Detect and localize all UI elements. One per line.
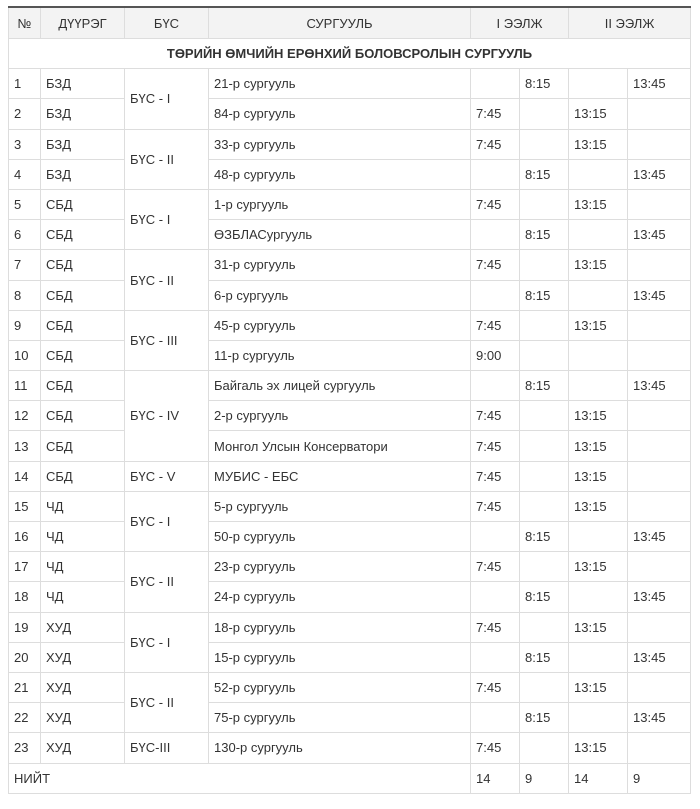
row-shift1-early: 7:45	[471, 672, 520, 702]
row-shift2-early: 13:15	[569, 401, 628, 431]
row-shift1-late	[520, 491, 569, 521]
row-shift1-early	[471, 703, 520, 733]
row-number: 18	[9, 582, 41, 612]
row-district: ЧД	[41, 522, 125, 552]
row-school: 23-р сургууль	[209, 552, 471, 582]
row-shift1-early	[471, 220, 520, 250]
row-district: СБД	[41, 401, 125, 431]
row-number: 16	[9, 522, 41, 552]
row-bus-zone: БҮС-III	[125, 733, 209, 763]
row-number: 23	[9, 733, 41, 763]
row-shift1-late: 8:15	[520, 642, 569, 672]
row-bus-zone: БҮС - IV	[125, 371, 209, 462]
row-district: ХУД	[41, 612, 125, 642]
row-shift2-early	[569, 642, 628, 672]
row-shift2-late	[628, 340, 691, 370]
row-shift2-late	[628, 129, 691, 159]
row-shift1-late	[520, 552, 569, 582]
row-district: СБД	[41, 371, 125, 401]
row-shift2-late: 13:45	[628, 69, 691, 99]
row-shift1-early	[471, 642, 520, 672]
row-district: ЧД	[41, 491, 125, 521]
row-bus-zone: БҮС - II	[125, 672, 209, 732]
total-row	[9, 763, 691, 793]
row-shift2-early	[569, 220, 628, 250]
row-shift1-late	[520, 99, 569, 129]
row-district: БЗД	[41, 159, 125, 189]
row-shift1-late: 8:15	[520, 703, 569, 733]
row-number: 17	[9, 552, 41, 582]
row-shift2-early	[569, 703, 628, 733]
row-shift1-late	[520, 189, 569, 219]
section-title-row	[9, 39, 691, 69]
table-row	[9, 642, 691, 672]
table-row	[9, 159, 691, 189]
table-row	[9, 340, 691, 370]
table-row	[9, 431, 691, 461]
total-label: НИЙТ	[9, 763, 471, 793]
row-shift1-early: 7:45	[471, 99, 520, 129]
row-shift1-early: 7:45	[471, 189, 520, 219]
row-shift2-early: 13:15	[569, 431, 628, 461]
row-school: 45-р сургууль	[209, 310, 471, 340]
row-district: ЧД	[41, 552, 125, 582]
row-bus-zone: БҮС - I	[125, 491, 209, 551]
section-title: ТӨРИЙН ӨМЧИЙН ЕРӨНХИЙ БОЛОВСРОЛЫН СУРГУУЛЬ	[9, 39, 691, 69]
row-shift2-late: 13:45	[628, 522, 691, 552]
row-number: 7	[9, 250, 41, 280]
row-shift2-late: 13:45	[628, 280, 691, 310]
table-row	[9, 461, 691, 491]
row-shift1-late	[520, 401, 569, 431]
row-school: 50-р сургууль	[209, 522, 471, 552]
row-shift2-late	[628, 461, 691, 491]
row-number: 4	[9, 159, 41, 189]
row-district: ХУД	[41, 672, 125, 702]
row-shift1-late	[520, 431, 569, 461]
row-bus-zone: БҮС - II	[125, 129, 209, 189]
row-bus-zone: БҮС - I	[125, 69, 209, 129]
row-shift1-late	[520, 612, 569, 642]
row-shift2-early: 13:15	[569, 672, 628, 702]
row-shift2-late: 13:45	[628, 220, 691, 250]
table-row	[9, 552, 691, 582]
table-row	[9, 99, 691, 129]
table-row	[9, 491, 691, 521]
row-school: 75-р сургууль	[209, 703, 471, 733]
row-shift1-late	[520, 461, 569, 491]
total-s1a: 14	[471, 763, 520, 793]
row-shift2-early	[569, 522, 628, 552]
row-district: ХУД	[41, 703, 125, 733]
row-school: Байгаль эх лицей сургууль	[209, 371, 471, 401]
school-schedule-table	[8, 6, 691, 794]
table-row	[9, 371, 691, 401]
row-shift2-early: 13:15	[569, 612, 628, 642]
row-shift1-late	[520, 672, 569, 702]
row-shift1-early: 7:45	[471, 491, 520, 521]
row-shift1-early	[471, 371, 520, 401]
row-shift1-early: 7:45	[471, 431, 520, 461]
header-shift-2: II ЭЭЛЖ	[569, 7, 691, 39]
table-row	[9, 612, 691, 642]
row-number: 5	[9, 189, 41, 219]
row-school: 18-р сургууль	[209, 612, 471, 642]
row-district: ХУД	[41, 733, 125, 763]
row-shift2-early	[569, 340, 628, 370]
row-shift1-early	[471, 280, 520, 310]
row-number: 3	[9, 129, 41, 159]
row-number: 15	[9, 491, 41, 521]
row-number: 13	[9, 431, 41, 461]
table-row	[9, 733, 691, 763]
table-row	[9, 220, 691, 250]
row-district: СБД	[41, 250, 125, 280]
row-shift2-late: 13:45	[628, 371, 691, 401]
row-shift1-early	[471, 582, 520, 612]
row-shift2-late: 13:45	[628, 642, 691, 672]
row-district: ЧД	[41, 582, 125, 612]
row-school: 1-р сургууль	[209, 189, 471, 219]
row-district: ХУД	[41, 642, 125, 672]
row-school: 24-р сургууль	[209, 582, 471, 612]
row-shift2-early: 13:15	[569, 129, 628, 159]
row-shift2-late	[628, 401, 691, 431]
row-shift1-late: 8:15	[520, 371, 569, 401]
row-shift1-late	[520, 340, 569, 370]
row-shift1-late	[520, 310, 569, 340]
table-row	[9, 672, 691, 702]
row-school: 48-р сургууль	[209, 159, 471, 189]
total-s2a: 14	[569, 763, 628, 793]
row-shift1-late	[520, 733, 569, 763]
row-shift2-late	[628, 99, 691, 129]
row-school: 5-р сургууль	[209, 491, 471, 521]
table-row	[9, 129, 691, 159]
header-bus: БҮС	[125, 7, 209, 39]
table-row	[9, 703, 691, 733]
row-school: 2-р сургууль	[209, 401, 471, 431]
header-district: ДҮҮРЭГ	[41, 7, 125, 39]
row-shift2-early: 13:15	[569, 189, 628, 219]
row-shift1-early	[471, 522, 520, 552]
row-bus-zone: БҮС - II	[125, 250, 209, 310]
row-district: БЗД	[41, 99, 125, 129]
row-school: 33-р сургууль	[209, 129, 471, 159]
row-shift1-early	[471, 159, 520, 189]
total-s2b: 9	[628, 763, 691, 793]
row-school: 6-р сургууль	[209, 280, 471, 310]
row-shift1-late: 8:15	[520, 522, 569, 552]
row-shift2-early: 13:15	[569, 461, 628, 491]
row-shift1-late: 8:15	[520, 220, 569, 250]
header-row	[9, 7, 691, 39]
row-shift2-late	[628, 250, 691, 280]
table-row	[9, 280, 691, 310]
row-shift1-early: 7:45	[471, 461, 520, 491]
table-row	[9, 310, 691, 340]
row-number: 20	[9, 642, 41, 672]
row-shift2-early: 13:15	[569, 310, 628, 340]
row-district: СБД	[41, 431, 125, 461]
row-number: 1	[9, 69, 41, 99]
row-number: 11	[9, 371, 41, 401]
row-shift2-late	[628, 491, 691, 521]
row-shift2-early	[569, 280, 628, 310]
row-shift2-late	[628, 612, 691, 642]
row-number: 12	[9, 401, 41, 431]
row-shift1-early: 7:45	[471, 129, 520, 159]
row-shift2-late	[628, 672, 691, 702]
row-shift2-early	[569, 69, 628, 99]
row-district: БЗД	[41, 129, 125, 159]
row-shift1-early: 7:45	[471, 612, 520, 642]
row-shift1-early: 7:45	[471, 401, 520, 431]
row-shift1-late	[520, 129, 569, 159]
row-shift2-late	[628, 552, 691, 582]
row-shift1-early	[471, 69, 520, 99]
row-shift1-early: 7:45	[471, 733, 520, 763]
row-shift1-late: 8:15	[520, 69, 569, 99]
row-school: 130-р сургууль	[209, 733, 471, 763]
row-number: 9	[9, 310, 41, 340]
row-shift2-early	[569, 371, 628, 401]
row-number: 10	[9, 340, 41, 370]
row-shift1-late: 8:15	[520, 159, 569, 189]
row-shift2-early: 13:15	[569, 733, 628, 763]
row-shift2-late	[628, 733, 691, 763]
row-district: СБД	[41, 220, 125, 250]
row-number: 21	[9, 672, 41, 702]
row-district: СБД	[41, 310, 125, 340]
row-shift1-late	[520, 250, 569, 280]
table-row	[9, 189, 691, 219]
row-number: 8	[9, 280, 41, 310]
row-school: МУБИС - ЕБС	[209, 461, 471, 491]
table-row	[9, 522, 691, 552]
row-bus-zone: БҮС - III	[125, 310, 209, 370]
row-shift2-early: 13:15	[569, 491, 628, 521]
row-shift2-late	[628, 189, 691, 219]
header-shift-1: I ЭЭЛЖ	[471, 7, 569, 39]
table-row	[9, 401, 691, 431]
header-school: СУРГУУЛЬ	[209, 7, 471, 39]
table-row	[9, 250, 691, 280]
row-number: 19	[9, 612, 41, 642]
row-school: 52-р сургууль	[209, 672, 471, 702]
row-shift1-early: 7:45	[471, 552, 520, 582]
row-shift2-late: 13:45	[628, 582, 691, 612]
row-shift2-early: 13:15	[569, 250, 628, 280]
row-shift2-early	[569, 159, 628, 189]
row-school: Монгол Улсын Консерватори	[209, 431, 471, 461]
row-shift1-early: 7:45	[471, 250, 520, 280]
row-shift1-early: 9:00	[471, 340, 520, 370]
row-school: 21-р сургууль	[209, 69, 471, 99]
row-shift2-late: 13:45	[628, 703, 691, 733]
table-row	[9, 69, 691, 99]
row-school: 11-р сургууль	[209, 340, 471, 370]
row-shift2-early: 13:15	[569, 99, 628, 129]
row-shift2-early: 13:15	[569, 552, 628, 582]
row-bus-zone: БҮС - I	[125, 189, 209, 249]
row-number: 2	[9, 99, 41, 129]
row-shift2-late	[628, 431, 691, 461]
row-number: 6	[9, 220, 41, 250]
row-number: 22	[9, 703, 41, 733]
row-school: 15-р сургууль	[209, 642, 471, 672]
row-shift2-late	[628, 310, 691, 340]
row-bus-zone: БҮС - II	[125, 552, 209, 612]
row-number: 14	[9, 461, 41, 491]
schedule-container	[8, 6, 690, 794]
row-shift1-early: 7:45	[471, 310, 520, 340]
row-shift1-late: 8:15	[520, 582, 569, 612]
row-shift2-late: 13:45	[628, 159, 691, 189]
row-district: СБД	[41, 280, 125, 310]
row-school: 31-р сургууль	[209, 250, 471, 280]
row-shift2-early	[569, 582, 628, 612]
table-row	[9, 582, 691, 612]
row-district: БЗД	[41, 69, 125, 99]
row-school: ӨЗБЛАСургууль	[209, 220, 471, 250]
total-s1b: 9	[520, 763, 569, 793]
row-school: 84-р сургууль	[209, 99, 471, 129]
header-no: №	[9, 7, 41, 39]
row-district: СБД	[41, 461, 125, 491]
row-district: СБД	[41, 340, 125, 370]
row-district: СБД	[41, 189, 125, 219]
row-bus-zone: БҮС - I	[125, 612, 209, 672]
row-shift1-late: 8:15	[520, 280, 569, 310]
row-bus-zone: БҮС - V	[125, 461, 209, 491]
